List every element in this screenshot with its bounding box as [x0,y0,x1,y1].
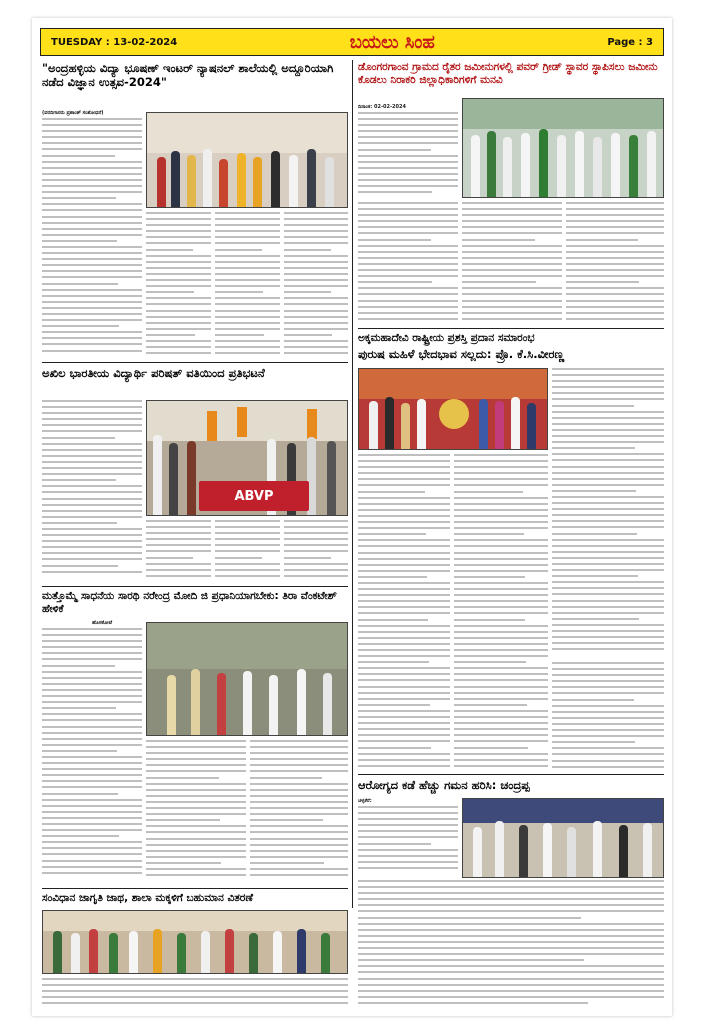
article-5-body-col3 [250,740,348,884]
article-4-body-col3b [552,662,664,772]
article-4-headline: ಪುರುಷ ಮಹಿಳೆ ಭೇದಭಾವ ಸಲ್ಲದು: ಪ್ರೊ. ಕೆ.ಸಿ.ವೀರಣ್ಣ [358,347,565,361]
article-4-body-col2 [454,454,548,772]
article-7-caption [42,978,348,1012]
article-2-dateline: ದಿನಾಂಕ: 02-02-2024 [358,104,406,110]
article-5-dateline: ಹೊಸಕೋಟೆ [92,620,113,626]
article-2-body-col2 [462,202,562,324]
article-4-body-col3 [552,368,664,658]
section-divider [358,328,664,329]
article-5-photo [146,622,348,736]
article-6-body-main [358,880,664,1012]
article-3-photo [146,400,348,516]
newspaper-page [32,18,672,1016]
article-3-body-col4 [284,520,348,582]
article-6-body-col1 [358,806,458,876]
article-5-body-col2 [146,740,246,884]
article-1-dateline: (ವರದಿಗಾರರು ಪ್ರಶಾಂತ್ ಸಂಶೋಧನೆ) [42,110,104,116]
article-7-photo [42,910,348,974]
article-4-body-col1 [358,454,450,772]
newspaper-title: ಬಯಲು ಸಿಂಹ [349,31,435,53]
article-6-dateline: ಚಳ್ಳಕೆರೆ: [358,798,372,804]
article-6-headline: ಆರೋಗ್ಯದ ಕಡೆ ಹೆಚ್ಚು ಗಮನ ಹರಿಸಿ: ಚಂದ್ರಪ್ಪ [358,778,530,792]
page-number: Page : 3 [607,36,653,48]
article-3-body-col3 [215,520,280,582]
abvp-banner: ABVP [199,481,309,511]
article-2-body-col3 [566,202,664,324]
article-3-body-col2 [146,520,211,582]
article-6-photo [462,798,664,878]
column-divider [352,60,353,908]
article-4-photo [358,368,548,450]
article-2-body-top [358,112,458,198]
masthead [40,28,664,56]
article-1-body-col3 [215,212,280,360]
article-2-photo [462,98,664,198]
section-divider [358,774,664,775]
article-5-headline: ಮತ್ತೊಮ್ಮೆ ಸಾಧನೆಯ ಸಾರಥಿ ನರೇಂದ್ರ ಮೋದಿ ಜಿ ಪ್ರಧಾನಿಯಾಗಬೇಕು: ತಿರಾ ವೆಂಕಟೇಶ್ ಹೇಳಿಕೆ [42,590,337,616]
article-1-photo [146,112,348,208]
article-5-body-col1 [42,628,142,884]
section-divider [42,586,348,587]
section-divider [42,888,348,889]
article-1-body-col2 [146,212,211,360]
article-2-headline: ಡೊಂಗರಗಾಂವ ಗ್ರಾಮದ ರೈತರ ಜಮೀನುಗಳಲ್ಲಿ ಪವರ್ ಗ್ರೀಡ್ ಸ್ಥಾವರ ಸ್ಥಾಪಿಸಲು ಜಮೀನು ಕೊಡಲು ನಿರಾಕರಿ ಜಿಲ್ಲಾಧಿಕಾರಿಗಳಿಗೆ ಮನವಿ [358,61,658,87]
article-1-body-col1 [42,118,142,358]
article-1-body-col4 [284,212,348,360]
article-3-headline: ಅಖಿಲ ಭಾರತೀಯ ವಿದ್ಯಾರ್ಥಿ ಪರಿಷತ್ ವತಿಯಿಂದ ಪ್ರತಿಭಟನೆ [42,366,265,380]
article-3-body-col1 [42,400,142,580]
article-4-kicker: ಅಕ್ಕಮಹಾದೇವಿ ರಾಷ್ಟ್ರೀಯ ಪ್ರಶಸ್ತಿ ಪ್ರದಾನ ಸಮಾರಂಭ [358,332,535,344]
article-2-body-col1 [358,202,458,324]
issue-date: TUESDAY : 13-02-2024 [51,36,178,48]
section-divider [42,362,348,363]
article-7-headline: ಸಂವಿಧಾನ ಜಾಗೃತಿ ಜಾಥ, ಶಾಲಾ ಮಕ್ಕಳಿಗೆ ಬಹುಮಾನ ವಿತರಣೆ [42,892,253,904]
article-1-headline: "ಅಂದ್ರಹಳ್ಳಿಯ ವಿದ್ಯಾ ಭೂಷಣ್ ಇಂಟರ್ ನ್ಯಾಷನಲ್ ಶಾಲೆಯಲ್ಲಿ ಅದ್ದೂರಿಯಾಗಿ ನಡೆದ ವಿಜ್ಞಾನ ಉತ್ಸವ-2024" [42,61,334,90]
